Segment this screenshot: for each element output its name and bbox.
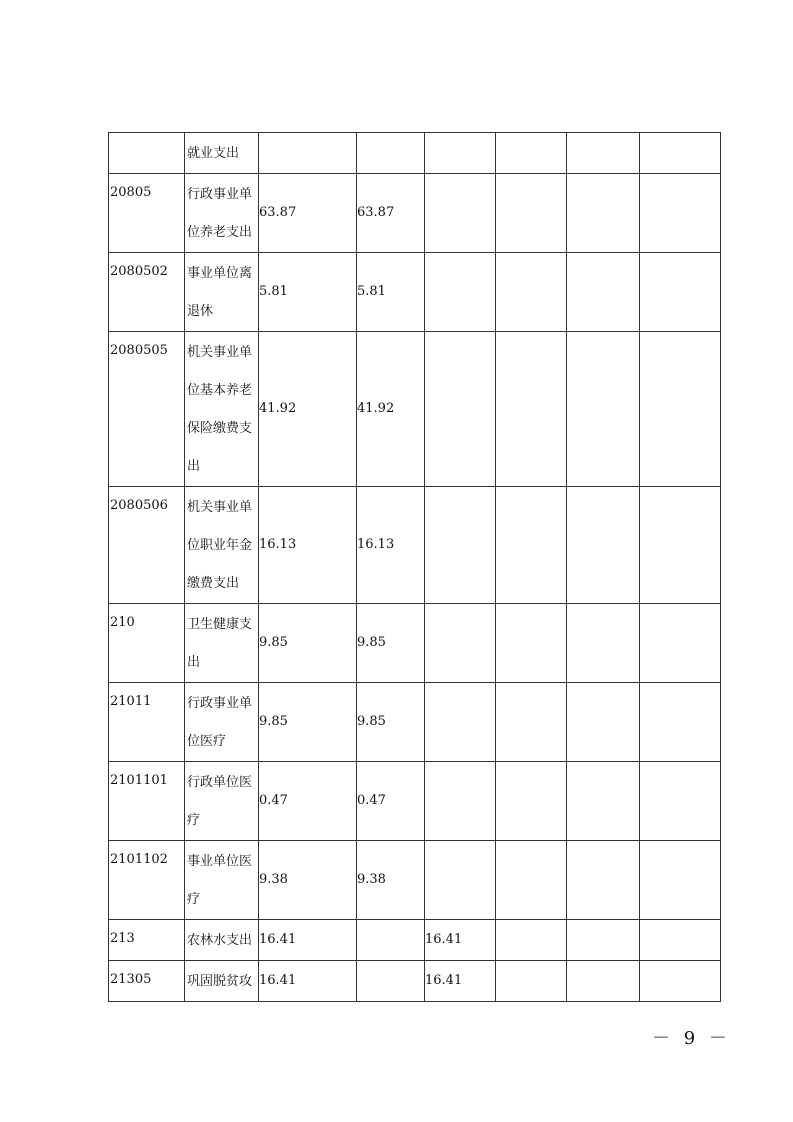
subject-code-cell: 2101101 bbox=[109, 762, 185, 841]
table-row bbox=[109, 841, 721, 920]
amount-cell-c5 bbox=[567, 604, 640, 683]
subject-name-line: 行政事业单 bbox=[187, 696, 253, 711]
amount-cell-c3 bbox=[425, 253, 496, 332]
subject-name-line: 巩固脱贫攻 bbox=[187, 974, 253, 989]
subject-name-line: 退休 bbox=[187, 304, 214, 319]
subject-name-line: 位养老支出 bbox=[187, 225, 253, 240]
subject-name-cell bbox=[185, 604, 259, 683]
amount-cell-c6 bbox=[640, 762, 721, 841]
amount-cell-c2: 63.87 bbox=[357, 174, 425, 253]
table-row bbox=[109, 253, 721, 332]
subject-name-line: 行政单位医 bbox=[187, 775, 253, 790]
amount-cell-c2: 9.38 bbox=[357, 841, 425, 920]
amount-cell-c6 bbox=[640, 920, 721, 961]
table-row bbox=[109, 762, 721, 841]
subject-code-cell: 2080506 bbox=[109, 487, 185, 604]
amount-cell-c6 bbox=[640, 604, 721, 683]
amount-cell-c2 bbox=[357, 961, 425, 1002]
subject-code-cell: 21305 bbox=[109, 961, 185, 1002]
amount-cell-c3 bbox=[425, 762, 496, 841]
amount-cell-c6 bbox=[640, 133, 721, 174]
amount-cell-c1: 16.41 bbox=[259, 920, 357, 961]
subject-name-line: 疗 bbox=[187, 892, 201, 907]
amount-cell-c5 bbox=[567, 841, 640, 920]
amount-cell-c5 bbox=[567, 961, 640, 1002]
subject-name-line: 行政事业单 bbox=[187, 187, 253, 202]
table-row bbox=[109, 332, 721, 487]
amount-cell-c6 bbox=[640, 961, 721, 1002]
amount-cell-c4 bbox=[496, 133, 567, 174]
amount-cell-c1: 9.85 bbox=[259, 683, 357, 762]
amount-cell-c1: 5.81 bbox=[259, 253, 357, 332]
subject-code-cell: 20805 bbox=[109, 174, 185, 253]
table-row bbox=[109, 920, 721, 961]
amount-cell-c6 bbox=[640, 174, 721, 253]
amount-cell-c3 bbox=[425, 487, 496, 604]
amount-cell-c6 bbox=[640, 683, 721, 762]
amount-cell-c3 bbox=[425, 174, 496, 253]
subject-name-line: 机关事业单 bbox=[187, 500, 253, 515]
subject-name-cell bbox=[185, 133, 259, 174]
amount-cell-c3 bbox=[425, 332, 496, 487]
subject-name-line: 位医疗 bbox=[187, 734, 227, 749]
amount-cell-c2: 16.13 bbox=[357, 487, 425, 604]
subject-name-line: 机关事业单 bbox=[187, 345, 253, 360]
amount-cell-c4 bbox=[496, 604, 567, 683]
amount-cell-c6 bbox=[640, 253, 721, 332]
table-row bbox=[109, 683, 721, 762]
subject-code-cell bbox=[109, 133, 185, 174]
subject-name-line: 就业支出 bbox=[187, 146, 240, 161]
subject-code-cell: 2080505 bbox=[109, 332, 185, 487]
subject-name-cell bbox=[185, 762, 259, 841]
table-row bbox=[109, 174, 721, 253]
amount-cell-c3: 16.41 bbox=[425, 920, 496, 961]
amount-cell-c5 bbox=[567, 920, 640, 961]
amount-cell-c5 bbox=[567, 253, 640, 332]
subject-name-line: 卫生健康支 bbox=[187, 617, 253, 632]
amount-cell-c6 bbox=[640, 841, 721, 920]
amount-cell-c4 bbox=[496, 683, 567, 762]
subject-name-cell bbox=[185, 841, 259, 920]
amount-cell-c4 bbox=[496, 174, 567, 253]
amount-cell-c1: 9.38 bbox=[259, 841, 357, 920]
amount-cell-c2: 5.81 bbox=[357, 253, 425, 332]
amount-cell-c4 bbox=[496, 253, 567, 332]
amount-cell-c2: 0.47 bbox=[357, 762, 425, 841]
table-row bbox=[109, 133, 721, 174]
amount-cell-c1: 41.92 bbox=[259, 332, 357, 487]
subject-code-cell: 21011 bbox=[109, 683, 185, 762]
amount-cell-c4 bbox=[496, 841, 567, 920]
subject-name-cell bbox=[185, 683, 259, 762]
amount-cell-c4 bbox=[496, 487, 567, 604]
amount-cell-c4 bbox=[496, 961, 567, 1002]
subject-name-line: 保险缴费支 bbox=[187, 421, 253, 436]
subject-name-line: 缴费支出 bbox=[187, 576, 240, 591]
subject-code-cell: 213 bbox=[109, 920, 185, 961]
amount-cell-c5 bbox=[567, 762, 640, 841]
amount-cell-c3 bbox=[425, 604, 496, 683]
amount-cell-c3 bbox=[425, 683, 496, 762]
amount-cell-c5 bbox=[567, 332, 640, 487]
amount-cell-c5 bbox=[567, 133, 640, 174]
table-row bbox=[109, 604, 721, 683]
amount-cell-c1: 16.13 bbox=[259, 487, 357, 604]
subject-name-line: 出 bbox=[187, 655, 201, 670]
table-body bbox=[109, 133, 721, 1002]
amount-cell-c6 bbox=[640, 487, 721, 604]
amount-cell-c2 bbox=[357, 133, 425, 174]
subject-name-cell bbox=[185, 920, 259, 961]
subject-code-cell: 2101102 bbox=[109, 841, 185, 920]
subject-name-line: 出 bbox=[187, 459, 201, 474]
amount-cell-c3 bbox=[425, 841, 496, 920]
amount-cell-c1: 0.47 bbox=[259, 762, 357, 841]
subject-name-line: 事业单位医 bbox=[187, 854, 253, 869]
subject-name-line: 位基本养老 bbox=[187, 383, 253, 398]
subject-code-cell: 2080502 bbox=[109, 253, 185, 332]
subject-name-line: 农林水支出 bbox=[187, 933, 253, 948]
amount-cell-c2: 41.92 bbox=[357, 332, 425, 487]
amount-cell-c1: 16.41 bbox=[259, 961, 357, 1002]
subject-name-cell bbox=[185, 487, 259, 604]
amount-cell-c3 bbox=[425, 133, 496, 174]
amount-cell-c1: 63.87 bbox=[259, 174, 357, 253]
amount-cell-c3: 16.41 bbox=[425, 961, 496, 1002]
subject-code-cell: 210 bbox=[109, 604, 185, 683]
amount-cell-c2: 9.85 bbox=[357, 683, 425, 762]
amount-cell-c5 bbox=[567, 487, 640, 604]
subject-name-line: 事业单位离 bbox=[187, 266, 253, 281]
amount-cell-c2 bbox=[357, 920, 425, 961]
table-row bbox=[109, 487, 721, 604]
subject-name-cell bbox=[185, 332, 259, 487]
amount-cell-c4 bbox=[496, 920, 567, 961]
budget-table bbox=[108, 132, 721, 1002]
amount-cell-c2: 9.85 bbox=[357, 604, 425, 683]
subject-name-line: 位职业年金 bbox=[187, 538, 253, 553]
subject-name-cell bbox=[185, 961, 259, 1002]
subject-name-cell bbox=[185, 253, 259, 332]
page-number: － 9 － bbox=[652, 1028, 731, 1049]
amount-cell-c5 bbox=[567, 174, 640, 253]
amount-cell-c4 bbox=[496, 332, 567, 487]
amount-cell-c1 bbox=[259, 133, 357, 174]
subject-name-cell bbox=[185, 174, 259, 253]
amount-cell-c5 bbox=[567, 683, 640, 762]
table-row bbox=[109, 961, 721, 1002]
amount-cell-c6 bbox=[640, 332, 721, 487]
amount-cell-c1: 9.85 bbox=[259, 604, 357, 683]
subject-name-line: 疗 bbox=[187, 813, 201, 828]
amount-cell-c4 bbox=[496, 762, 567, 841]
